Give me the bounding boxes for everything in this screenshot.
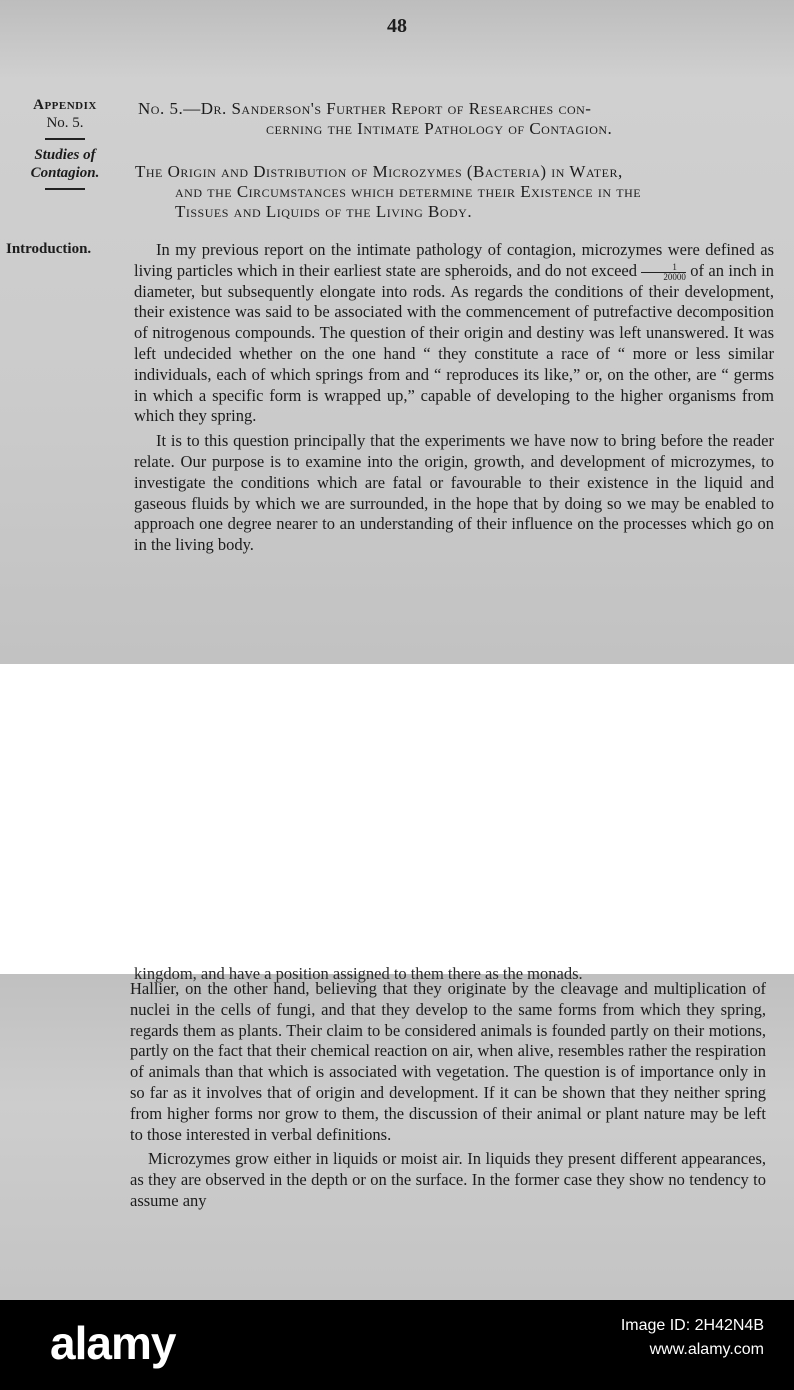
alamy-image-id: Image ID: 2H42N4B	[620, 1317, 764, 1334]
page-number: 48	[387, 15, 407, 37]
alamy-image-info	[621, 1314, 764, 1362]
section-heading	[135, 162, 775, 222]
margin-rule	[45, 138, 85, 140]
margin-appendix	[10, 96, 120, 196]
studies-line1: Studies of	[34, 147, 96, 163]
paragraph-3: Hallier, on the other hand, believing that they originate by the cleavage and multiplication of nuclei in the cells of fungi, and that they develop to the same forms from which they spring, regards them as plants. Their claim to be considered animals is founded partly on their motions, partly on the fact that their chemical reaction on air, when alive, resembles rather the respiration of animals than that which is associated with vegetation. The question is of importance only in so far as it involves that of origin and development. If it can be shown that they neither spring from higher forms nor grow to them, the discussion of their animal or plant nature may be left to those interested in verbal definitions.	[130, 979, 766, 1144]
scan-bottom-section	[0, 964, 794, 1300]
section-heading-line1: The Origin and Distribution of Microzymes (Bacteria) in Water,	[135, 162, 623, 181]
report-heading	[138, 99, 778, 139]
margin-introduction: Introduction.	[6, 241, 92, 257]
paragraph-1-after: of an inch in diameter, but subsequently elongate into rods. As regards the conditions of their development, their existence was said to be associated with the commencement of putrefactive decomposition of nitrogenous compounds. The question of their origin and destiny was left unanswered. It was left undecided whether on the one hand “ they constitute a race of “ more or less similar individuals, each of which springs from and “ reproduces its like,” or, on the other, are “ germs in which a specific form is wrapped up,” capable of developing to the higher organisms from which they spring.	[134, 260, 775, 426]
section-heading-line3: Tissues and Liquids of the Living Body.	[175, 202, 473, 221]
alamy-site: www.alamy.com	[649, 1341, 764, 1358]
paragraph-1	[134, 240, 774, 427]
appendix-number: No. 5.	[46, 115, 84, 131]
studies-line2: Contagion.	[30, 165, 100, 181]
paragraph-1-before: In my previous report on the intimate pathology of contagion, microzymes were defined as living particles which in their earliest state are spheroids, and do not exceed	[134, 240, 774, 280]
body-text-top	[134, 240, 774, 556]
alamy-logo: alamy	[50, 1317, 176, 1369]
body-text-bottom	[130, 979, 766, 1212]
fraction	[641, 263, 686, 282]
paragraph-4: Microzymes grow either in liquids or moist air. In liquids they present different appearances, as they are observed in the depth or on the surface. In the former case they show no tendency to assume any	[130, 1149, 766, 1210]
appendix-label: Appendix	[33, 97, 97, 113]
report-heading-line1: No. 5.—Dr. Sanderson's Further Report of Researches con-	[138, 99, 592, 118]
fraction-numerator: 1	[672, 261, 677, 272]
section-heading-line2: and the Circumstances which determine their Existence in the	[175, 182, 642, 201]
paragraph-2: It is to this question principally that the experiments we have now to bring before the reader relate. Our purpose is to examine into the origin, growth, and development of microzymes, to investigate the conditions which are fatal or favourable to their existence in the liquid and gaseous fluids by which we are surrounded, in the hope that by doing so we may be enabled to approach one degree nearer to an understanding of their influence on the processes which go on in the living body.	[134, 431, 774, 555]
scan-top-section	[0, 0, 794, 664]
report-heading-line2: cerning the Intimate Pathology of Contagion.	[266, 119, 613, 138]
fraction-denominator: 20000	[641, 272, 686, 282]
margin-rule	[45, 188, 85, 190]
clipped-line: kingdom, and have a position assigned to them there as the monads.	[134, 964, 583, 983]
